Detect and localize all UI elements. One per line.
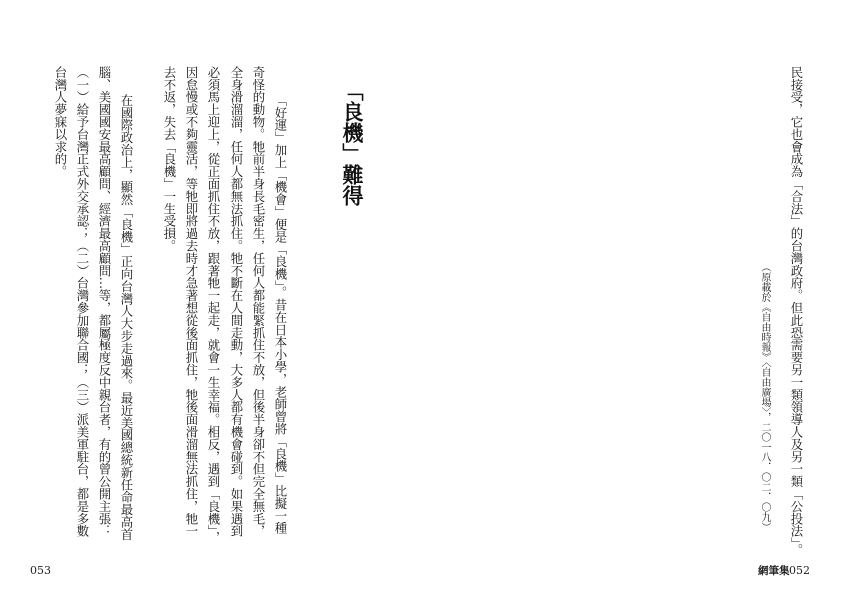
text-column: 因怠慢或不夠靈活，等牠即將過去時才急著想從後面抓住，牠後面滑溜無法抓住，牠一	[184, 66, 199, 538]
text-column: （一）給予台灣正式外交承認；（二）台灣參加聯合國；（三）派美軍駐台，都是多數	[75, 66, 90, 538]
text-column: 奇怪的動物。牠前半身長毛密生，任何人都能緊抓住不放，但後半身卻不但完全無毛，	[251, 66, 266, 538]
article-title: 「良機」難得	[340, 80, 364, 206]
text-column: 去不返，失去「良機」一生受損。	[162, 66, 177, 252]
running-head: 網筆集	[758, 565, 790, 577]
text-column: 在國際政治上，顯然「良機」正向台灣人大步走過來。最近美國總統新任命最高首	[119, 94, 134, 541]
page-number: 053	[30, 564, 51, 577]
source-note: （原載於《自由時報》〈自由廣場〉，二〇一八．〇二．〇九）	[759, 262, 770, 532]
text-column: 民接受，它也會成為「合法」的台灣政府。但此恐需要另一類領導人及另一類「公投法」。	[789, 66, 804, 556]
text-column: 必須馬上迎上，從正面抓住不放，跟著牠一起走，就會一生幸福。相反，遇到「良機」，	[206, 66, 221, 544]
text-column: 「好運」加上「機會」便是「良機」。昔在日本小學，老師曾將「良機」比擬一種	[273, 94, 288, 535]
right-page	[425, 0, 850, 603]
text-column: 腦、美國國安最高顧問、經濟最高顧問…等，都屬極度反中親台者，有的曾公開主張：	[97, 66, 112, 538]
page-number: 052	[789, 564, 810, 577]
text-column: 台灣人夢寐以求的。	[53, 66, 68, 178]
text-column: 全身滑溜溜，任何人都無法抓住。牠不斷在人間走動，大多人都有機會碰到。如果遇到	[229, 66, 244, 538]
